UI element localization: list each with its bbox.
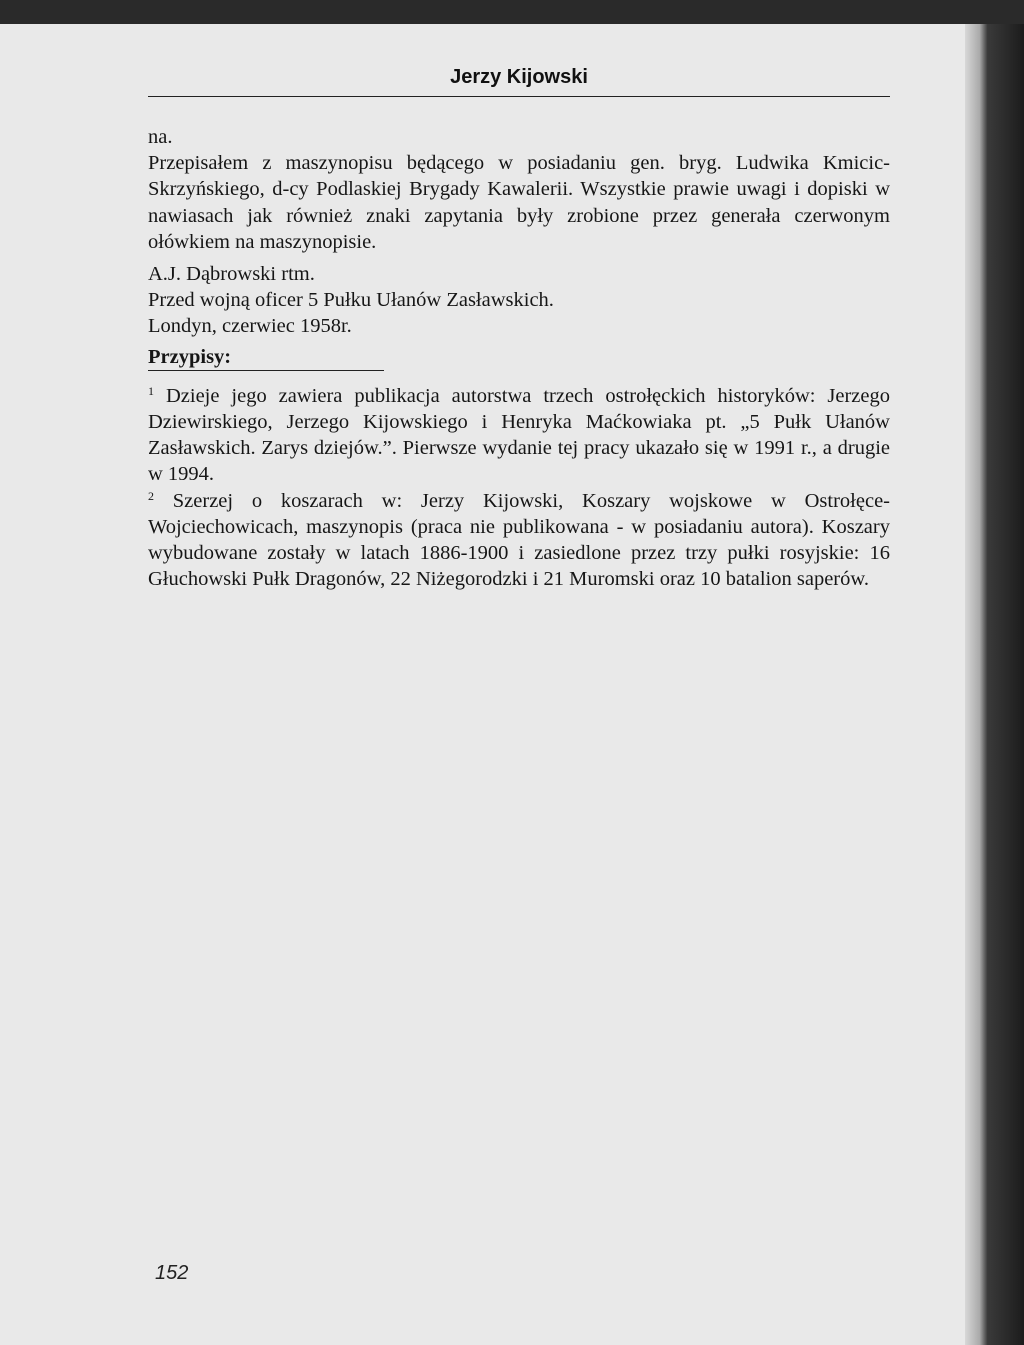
footnote-1-text: Dzieje jego zawiera publikacja autorstwa trzech ostrołęckich historyków: Jerzego Dziewirskiego, Jerzego Kijowskiego i Henryka Maćkowiaka pt. „5 Pułk Ułanów Zasławskich. Zarys dziejów.”. Pierwsze wydanie tej pracy ukazało się w 1991 r., a drugie w 1994. — [148, 384, 891, 486]
transcription-note-paragraph: Przepisałem z maszynopisu będącego w posiadaniu gen. bryg. Ludwika Kmicic-Skrzyńskiego, d-cy Podlaskiej Brygady Kawalerii. Wszystkie prawie uwagi i dopiski w nawiasach jak również znaki zapytania były zrobione przez generała czerwonym ołówkiem na maszynopisie. — [148, 152, 890, 253]
signature-name: A.J. Dąbrowski rtm. — [148, 263, 315, 286]
footnote-2-text: Szerzej o koszarach w: Jerzy Kijowski, Koszary wojskowe w Ostrołęce-Wojciechowicach, maszynopis (praca nie publikowana - w posiadaniu autora). Koszary wybudowane zostały w latach 1886-1900 i zasiedlone przez trzy pułki rosyjskie: 16 Głuchowski Pułk Dragonów, 22 Niżegorodzki i 21 Muromski oraz 10 batalion saperów. — [148, 489, 890, 591]
footnote-2-number: 2 — [148, 488, 154, 503]
footnotes-heading: Przypisy: — [148, 344, 231, 371]
book-gutter-shadow — [965, 24, 1024, 1345]
footnote-1 — [148, 383, 890, 488]
footnote-1-number: 1 — [148, 383, 154, 398]
running-head-title: Jerzy Kijowski — [450, 66, 588, 88]
text-fragment-na: na. — [148, 126, 173, 148]
running-head — [148, 62, 890, 97]
footnote-2 — [148, 488, 890, 593]
signature-place-date: Londyn, czerwiec 1958r. — [148, 315, 352, 338]
page-number: 152 — [155, 1262, 189, 1284]
page-content — [148, 124, 890, 592]
signature-role: Przed wojną oficer 5 Pułku Ułanów Zasławskich. — [148, 289, 554, 312]
